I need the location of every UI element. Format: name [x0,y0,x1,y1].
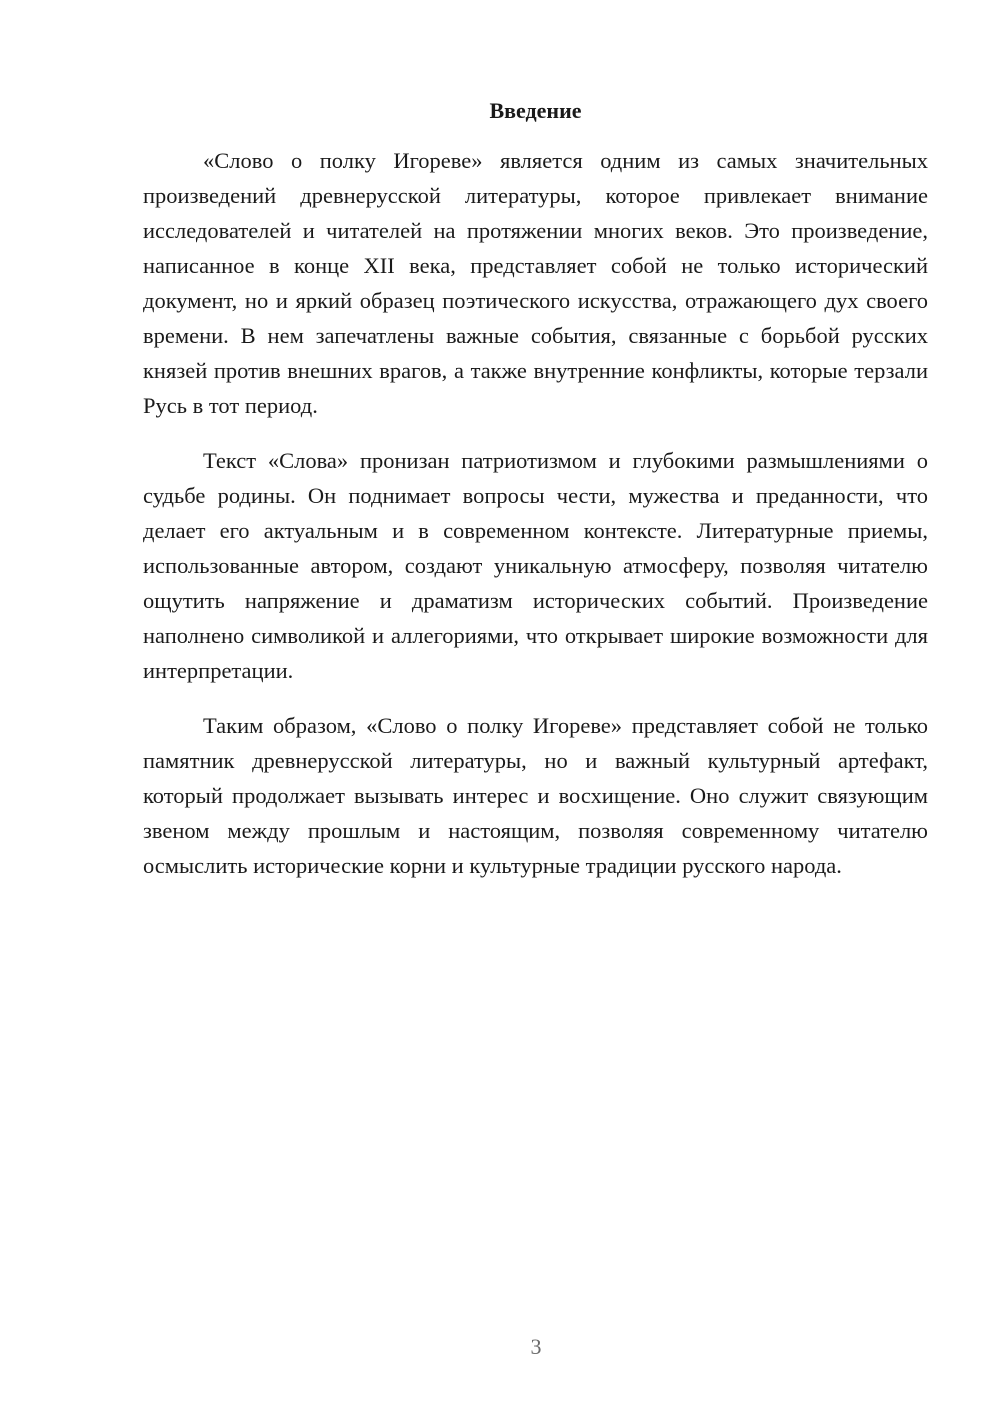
paragraph-3: Таким образом, «Слово о полку Игореве» представляет собой не только памятник древнерусской литературы, но и важный культурный артефакт, который продолжает вызывать интерес и восхищение. Оно служит связующим звеном между прошлым и настоящим, позволяя современному читателю осмыслить исторические корни и культурные традиции русского народа. [143,713,928,878]
section-heading: Введение [489,98,582,123]
page-number: 3 [530,1334,542,1359]
paragraph-2: Текст «Слова» пронизан патриотизмом и глубокими размышлениями о судьбе родины. Он поднимает вопросы чести, мужества и преданности, что делает его актуальным и в современном контексте. Литературные приемы, использованные автором, создают уникальную атмосферу, позволяя читателю ощутить напряжение и драматизм исторических событий. Произведение наполнено символикой и аллегориями, что открывает широкие возможности для интерпретации. [143,448,928,683]
body-text [143,143,928,903]
paragraph-1: «Слово о полку Игореве» является одним из самых значительных произведений древнерусской литературы, которое привлекает внимание исследователей и читателей на протяжении многих веков. Это произведение, написанное в конце XII века, представляет собой не только исторический документ, но и яркий образец поэтического искусства, отражающего дух своего времени. В нем запечатлены важные события, связанные с борьбой русских князей против внешних врагов, а также внутренние конфликты, которые терзали Русь в тот период. [143,148,928,418]
